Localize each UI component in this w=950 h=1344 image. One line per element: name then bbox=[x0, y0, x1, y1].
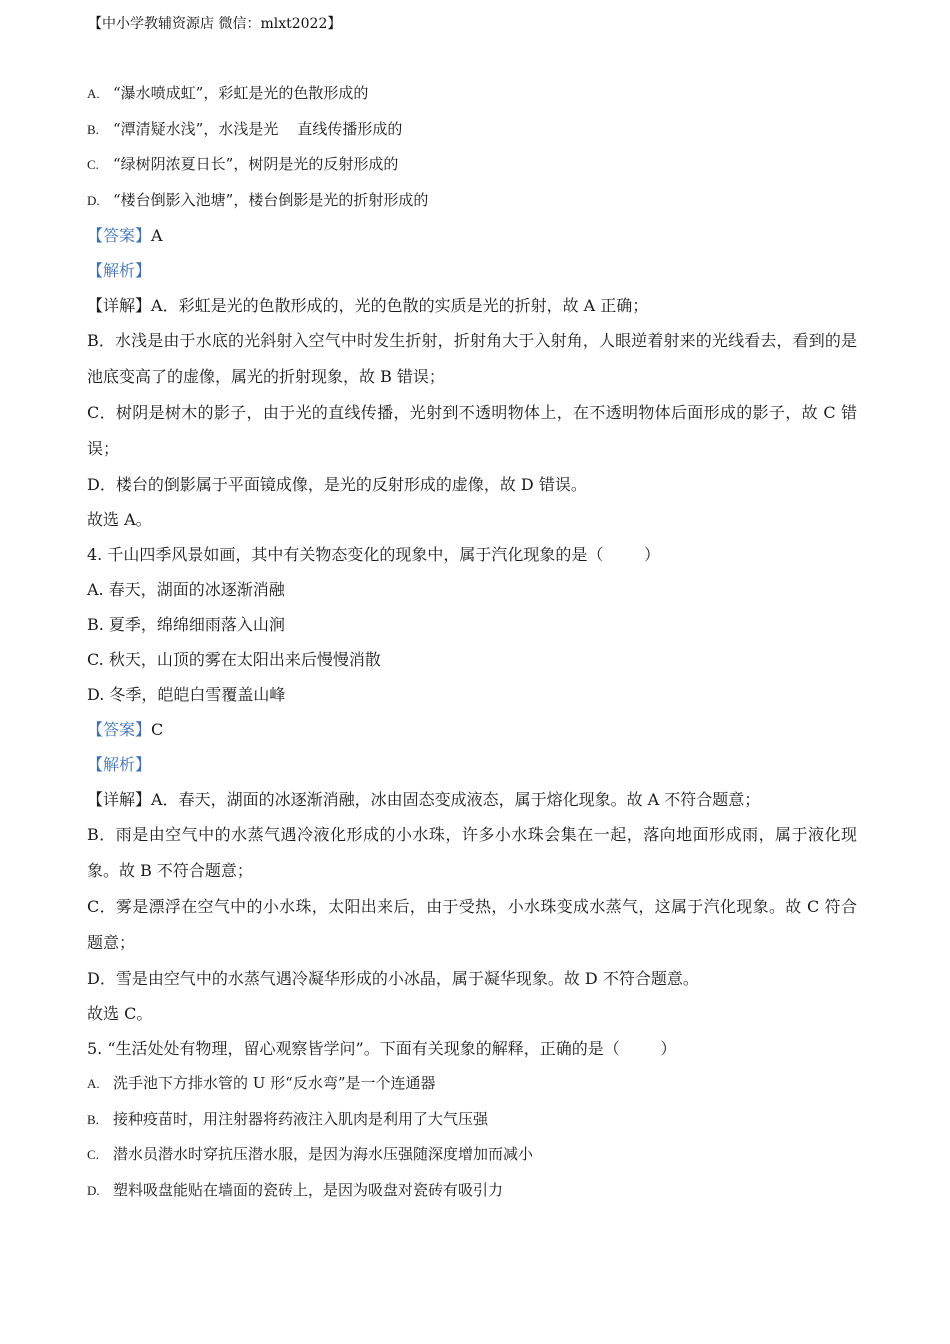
q4-detail-d: D．雪是由空气中的水蒸气遇冷凝华形成的小冰晶，属于凝华现象。故 D 不符合题意。 bbox=[87, 969, 699, 988]
q3-conclusion: 故选 A。 bbox=[87, 510, 152, 529]
q4-analysis-heading: 【解析】 bbox=[87, 755, 152, 774]
q5-stem: 5. “生活处处有物理，留心观察皆学问”。下面有关现象的解释，正确的是（ ） bbox=[87, 1039, 677, 1058]
page-header-watermark: 【中小学教辅资源店 微信：mlxt2022】 bbox=[88, 16, 342, 32]
q3-option-c: C. “绿树阴浓夏日长”，树阴是光的反射形成的 bbox=[87, 155, 399, 173]
document-body bbox=[87, 76, 857, 1208]
q5-option-a: A. 洗手池下方排水管的 U 形“反水弯”是一个连通器 bbox=[87, 1074, 436, 1092]
q3-detail-d: D．楼台的倒影属于平面镜成像，是光的反射形成的虚像，故 D 错误。 bbox=[87, 475, 587, 494]
q4-option-c: C. 秋天，山顶的雾在太阳出来后慢慢消散 bbox=[87, 650, 381, 669]
q4-stem: 4. 千山四季风景如画，其中有关物态变化的现象中，属于汽化现象的是（ ） bbox=[87, 545, 661, 564]
q3-option-b: B. “潭清疑水浅”，水浅是光 直线传播形成的 bbox=[87, 119, 403, 138]
q4-detail-b: B．雨是由空气中的水蒸气遇冷液化形成的小水珠，许多小水珠会集在一起，落向地面形成雨，属于液化现象。故 B 不符合题意； bbox=[87, 825, 857, 880]
q3-detail-c: C．树阴是树木的影子，由于光的直线传播，光射到不透明物体上，在不透明物体后面形成的影子，故 C 错误； bbox=[87, 403, 857, 458]
q4-option-a: A. 春天，湖面的冰逐渐消融 bbox=[87, 580, 285, 599]
q4-detail-a: 【详解】A．春天，湖面的冰逐渐消融，冰由固态变成液态，属于熔化现象。故 A 不符合题意； bbox=[87, 790, 761, 809]
q5-option-d: D. 塑料吸盘能贴在墙面的瓷砖上，是因为吸盘对瓷砖有吸引力 bbox=[87, 1180, 504, 1199]
q4-answer: 【答案】C bbox=[87, 720, 164, 739]
q3-option-d: D. “楼台倒影入池塘”，楼台倒影是光的折射形成的 bbox=[87, 190, 429, 209]
q3-answer: 【答案】A bbox=[87, 226, 163, 245]
q4-conclusion: 故选 C。 bbox=[87, 1004, 153, 1023]
q5-option-c: C. 潜水员潜水时穿抗压潜水服，是因为海水压强随深度增加而减小 bbox=[87, 1145, 534, 1163]
q3-options bbox=[87, 76, 857, 218]
q5-option-b: B. 接种疫苗时，用注射器将药液注入肌肉是利用了大气压强 bbox=[87, 1109, 489, 1128]
q3-detail-a: 【详解】A．彩虹是光的色散形成的，光的色散的实质是光的折射，故 A 正确； bbox=[87, 296, 649, 315]
q4-option-b: B. 夏季，绵绵细雨落入山涧 bbox=[87, 615, 285, 634]
q4-detail-c: C．雾是漂浮在空气中的小水珠，太阳出来后，由于受热，小水珠变成水蒸气，这属于汽化现象。故 C 符合题意； bbox=[87, 897, 857, 952]
q3-detail-b: B．水浅是由于水底的光斜射入空气中时发生折射，折射角大于入射角，人眼逆着射来的光线看去，看到的是池底变高了的虚像，属光的折射现象，故 B 错误； bbox=[87, 331, 857, 386]
q4-option-d: D. 冬季，皑皑白雪覆盖山峰 bbox=[87, 685, 286, 704]
q3-analysis-heading: 【解析】 bbox=[87, 261, 152, 280]
q3-option-a: A. “瀑水喷成虹”，彩虹是光的色散形成的 bbox=[87, 84, 369, 102]
q5-options bbox=[87, 1066, 857, 1208]
